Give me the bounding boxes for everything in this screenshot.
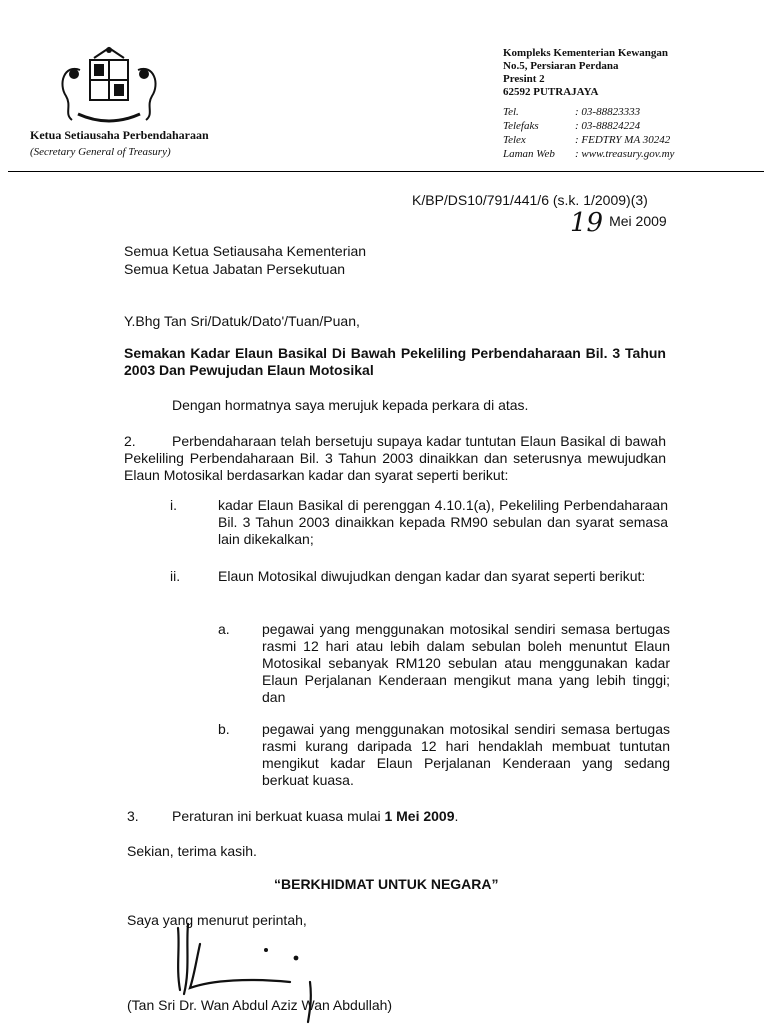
item-number: ii. — [170, 568, 181, 584]
signatory-name: (Tan Sri Dr. Wan Abdul Aziz Wan Abdullah) — [127, 997, 393, 1013]
subitem-letter: b. — [218, 721, 230, 737]
letter-date — [570, 208, 667, 238]
sender-name: Ketua Setiausaha Perbendaharaan — [30, 128, 209, 142]
motto: “BERKHIDMAT UNTUK NEGARA” — [274, 876, 499, 892]
address-line: 62592 PUTRAJAYA — [503, 86, 599, 98]
coat-of-arms-icon — [50, 44, 168, 128]
sender-address — [503, 47, 668, 99]
recipient-line: Semua Ketua Setiausaha Kementerian — [124, 243, 367, 259]
effective-date: 1 Mei 2009 — [384, 808, 455, 824]
item-text: kadar Elaun Basikal di perenggan 4.10.1(a), Pekeliling Perbendaharaan Bil. 3 Tahun 2003 dinaikkan kepada RM90 sebulan dan syarat semasa lain dikekalkan; — [218, 497, 668, 547]
recipient-line: Semua Ketua Jabatan Persekutuan — [124, 261, 346, 277]
closing-line: Sekian, terima kasih. — [127, 843, 257, 859]
paragraph-3-end: . — [454, 808, 459, 824]
contact-label: Telex — [503, 134, 526, 146]
contact-value: : 03-88824224 — [575, 120, 641, 132]
item-text: Elaun Motosikal diwujudkan dengan kadar dan syarat seperti berikut: — [218, 568, 646, 584]
date-month-year: Mei 2009 — [609, 213, 667, 229]
address-line: Presint 2 — [503, 73, 545, 85]
paragraph-3-text — [172, 808, 458, 824]
salutation: Y.Bhg Tan Sri/Datuk/Dato'/Tuan/Puan, — [124, 313, 360, 329]
paragraph-3-lead: Peraturan ini berkuat kuasa mulai — [172, 808, 385, 824]
address-line: No.5, Persiaran Perdana — [503, 60, 619, 72]
paragraph-3-number: 3. — [127, 808, 139, 824]
subitem-letter: a. — [218, 621, 230, 637]
contact-value: : 03-88823333 — [575, 106, 641, 118]
paragraph-2-text: Perbendaharaan telah bersetuju supaya kadar tuntutan Elaun Basikal di bawah Pekeliling Perbendaharaan Bil. 3 Tahun 2003 dinaikkan dan seterusnya mewujudkan Elaun Motosikal berdasarkan kadar dan syarat seperti berikut: — [124, 433, 666, 483]
contact-row — [503, 147, 674, 161]
recipients — [124, 242, 366, 278]
letter-subject: Semakan Kadar Elaun Basikal Di Bawah Pekeliling Perbendaharaan Bil. 3 Tahun 2003 Dan Pewujudan Elaun Motosikal — [124, 345, 666, 378]
contact-row — [503, 105, 674, 119]
subitem-text: pegawai yang menggunakan motosikal sendiri semasa bertugas rasmi 12 hari atau lebih dalam sebulan boleh menuntut Elaun Motosikal sebanyak RM120 sebulan atau menggunakan kadar Elaun Perjalanan Kenderaan mengikut mana yang lebih tinggi; dan — [262, 621, 670, 705]
contact-value: : FEDTRY MA 30242 — [575, 134, 671, 146]
paragraph-2-number: 2. — [124, 433, 136, 449]
contact-value: : www.treasury.gov.my — [575, 148, 675, 160]
contact-label: Laman Web — [503, 148, 555, 160]
header-divider — [8, 171, 764, 172]
subitem-text: pegawai yang menggunakan motosikal sendiri semasa bertugas rasmi kurang daripada 12 hari hendaklah membuat tuntutan mengikut kadar Elaun Perjalanan Kenderaan yang sedang berkuat kuasa. — [262, 721, 670, 788]
address-line: Kompleks Kementerian Kewangan — [503, 47, 668, 59]
paragraph-1: Dengan hormatnya saya merujuk kepada perkara di atas. — [172, 397, 529, 413]
contact-details — [503, 105, 674, 161]
item-number: i. — [170, 497, 177, 513]
contact-label: Telefaks — [503, 120, 539, 132]
date-day: 19 — [570, 208, 604, 238]
contact-label: Tel. — [503, 106, 519, 118]
sender-name-english: (Secretary General of Treasury) — [30, 146, 171, 158]
contact-row — [503, 119, 674, 133]
yours-faithfully: Saya yang menurut perintah, — [127, 912, 307, 928]
contact-row — [503, 133, 674, 147]
reference-number: K/BP/DS10/791/441/6 (s.k. 1/2009)(3) — [412, 192, 648, 208]
